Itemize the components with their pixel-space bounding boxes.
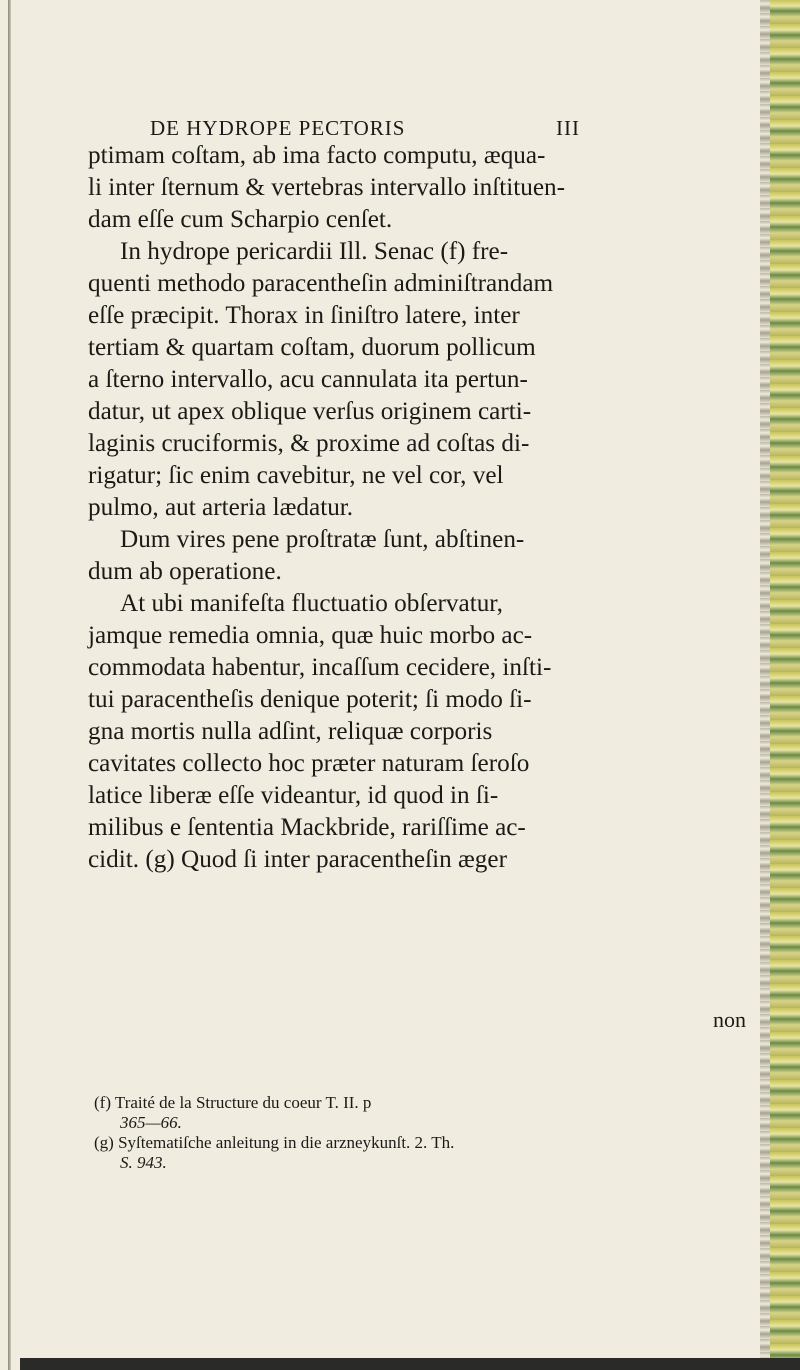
page-number: III [556,116,580,140]
text-line: a ſterno intervallo, acu cannulata ita pertun- [88,366,528,393]
text-line: quenti methodo paracentheſin adminiſtrandam [88,270,554,297]
text-line: tui paracentheſis denique poterit; ſi modo ſi- [88,686,532,713]
text-line: In hydrope pericardii Ill. Senac (f) fre- [120,238,509,265]
page-edge-left [8,0,11,1370]
text-line: dam eſſe cum Scharpio cenſet. [88,206,393,233]
footnote-f-continuation: 365—66. [120,1113,182,1132]
text-line: At ubi manifeſta fluctuatio obſervatur, [120,590,503,617]
footnote-g-continuation: S. 943. [120,1153,167,1172]
text-line: pulmo, aut arteria lædatur. [88,494,354,521]
footnote-g: (g) Syſtematiſche anleitung in die arzneykunſt. 2. Th. [94,1133,455,1152]
text-line: cavitates collecto hoc præter naturam ſeroſo [88,750,530,777]
text-line: cidit. (g) Quod ſi inter paracentheſin æger [88,846,507,873]
text-line: tertiam & quartam coſtam, duorum pollicum [88,334,536,361]
body-text [88,140,778,876]
text-line: rigatur; ſic enim cavebitur, ne vel cor, vel [88,462,504,489]
text-line: laginis cruciformis, & proxime ad coſtas di- [88,430,530,457]
text-line: jamque remedia omnia, quæ huic morbo ac- [88,622,533,649]
catchword: non [713,1007,746,1032]
text-line: milibus e ſententia Mackbride, rariſſime ac- [88,814,526,841]
footnotes [94,1093,734,1173]
bottom-shadow [20,1358,800,1370]
running-head [150,116,580,141]
footnote-f: (f) Traité de la Structure du coeur T. II. p [94,1093,372,1112]
running-head-title: DE HYDROPE PECTORIS [150,116,406,140]
text-line: commodata habentur, incaſſum cecidere, inſti- [88,654,552,681]
text-line: eſſe præcipit. Thorax in ſiniſtro latere, inter [88,302,520,329]
text-line: gna mortis nulla adſint, reliquæ corporis [88,718,493,745]
text-line: datur, ut apex oblique verſus originem carti- [88,398,532,425]
text-line: latice liberæ eſſe videantur, id quod in ſi- [88,782,499,809]
text-line: dum ab operatione. [88,558,282,585]
text-line: ptimam coſtam, ab ima facto computu, æqua- [88,142,546,169]
text-line: li inter ſternum & vertebras intervallo inſtituen- [88,174,566,201]
text-line: Dum vires pene proſtratæ ſunt, abſtinen- [120,526,525,553]
